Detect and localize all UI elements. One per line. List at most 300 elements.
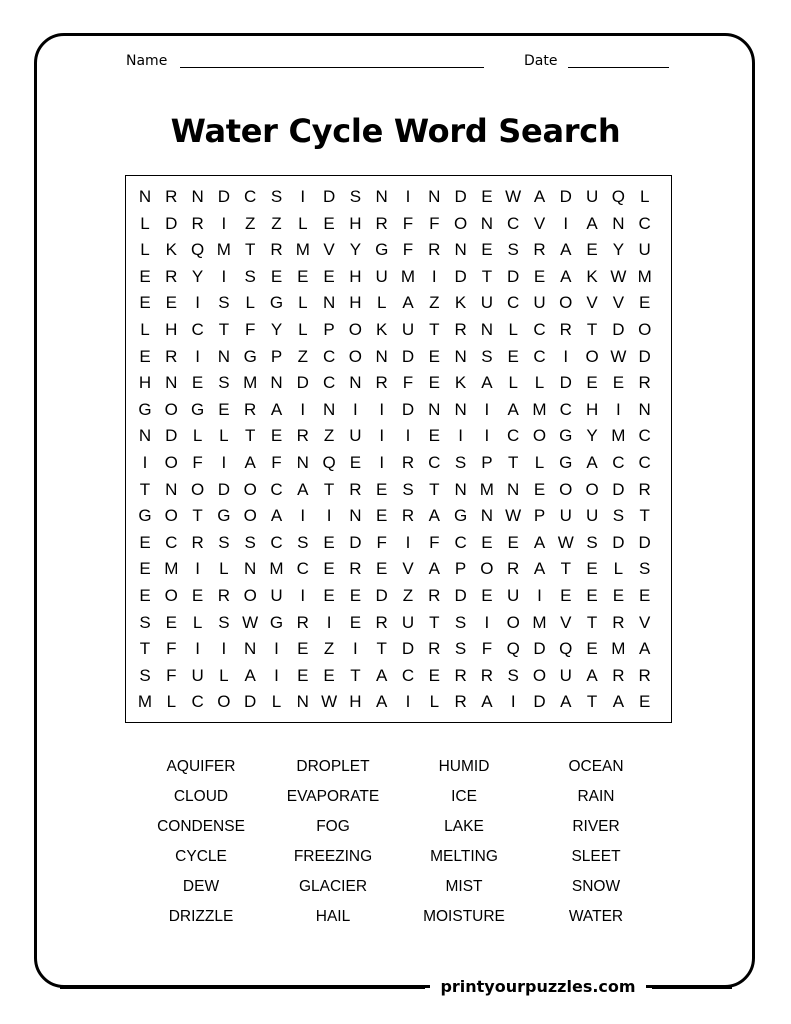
- grid-letter: H: [349, 213, 362, 233]
- grid-row: [126, 663, 673, 689]
- grid-letter: L: [140, 240, 150, 260]
- grid-letter: F: [429, 213, 440, 233]
- grid-letter: G: [559, 426, 573, 446]
- word-list-item: OCEAN: [568, 758, 624, 775]
- grid-letter: E: [191, 373, 204, 393]
- word-list-item: LAKE: [444, 818, 484, 835]
- word-list-item: FOG: [316, 818, 350, 835]
- word-list-item: HAIL: [315, 908, 351, 925]
- grid-letter: G: [243, 346, 257, 366]
- grid-letter: S: [639, 559, 651, 579]
- grid-letter: R: [454, 692, 467, 712]
- grid-letter: O: [348, 320, 362, 339]
- grid-letter: R: [296, 612, 309, 632]
- grid-letter: M: [216, 240, 231, 260]
- grid-letter: V: [402, 559, 414, 579]
- grid-letter: D: [217, 187, 231, 206]
- grid-letter: D: [454, 266, 467, 286]
- word-list-item: RAIN: [577, 788, 615, 805]
- grid-letter: C: [533, 346, 546, 366]
- grid-letter: T: [192, 506, 203, 526]
- grid-letter: R: [349, 559, 362, 579]
- grid-letter: N: [349, 373, 362, 393]
- grid-letter: N: [454, 399, 467, 419]
- grid-letter: I: [431, 266, 437, 286]
- grid-letter: S: [139, 612, 151, 632]
- grid-letter: U: [585, 187, 599, 206]
- grid-letter: I: [221, 639, 227, 659]
- grid-letter: H: [138, 373, 152, 393]
- grid-letter: R: [296, 426, 309, 446]
- grid-letter: E: [139, 293, 151, 313]
- grid-letter: K: [165, 240, 177, 260]
- grid-letter: R: [638, 665, 651, 685]
- grid-letter: I: [405, 532, 411, 552]
- grid-letter: F: [402, 240, 414, 260]
- grid-letter: U: [559, 506, 572, 526]
- grid-letter: C: [612, 453, 625, 472]
- grid-letter: D: [165, 213, 178, 233]
- grid-letter: F: [271, 453, 282, 472]
- grid-letter: C: [507, 213, 520, 233]
- word-list-item: CONDENSE: [157, 818, 245, 835]
- grid-letter: E: [165, 612, 177, 632]
- grid-letter: I: [274, 665, 279, 685]
- grid-letter: O: [243, 506, 257, 526]
- grid-letter: W: [321, 692, 338, 712]
- grid-letter: D: [165, 426, 178, 446]
- word-list-item: FREEZING: [293, 848, 373, 865]
- grid-letter: R: [191, 532, 204, 552]
- grid-row: [126, 503, 673, 529]
- grid-letter: I: [221, 213, 227, 233]
- grid-row: [126, 610, 673, 636]
- grid-row: [126, 290, 673, 316]
- grid-letter: S: [297, 532, 309, 552]
- grid-letter: V: [612, 293, 625, 313]
- grid-letter: C: [507, 293, 520, 313]
- grid-letter: S: [507, 240, 519, 260]
- grid-letter: A: [560, 240, 572, 260]
- grid-letter: Z: [323, 426, 335, 446]
- grid-letter: I: [379, 399, 385, 419]
- grid-letter: A: [586, 453, 598, 472]
- grid-letter: M: [611, 639, 626, 659]
- grid-letter: E: [139, 586, 151, 605]
- grid-letter: D: [296, 373, 309, 393]
- grid-letter: I: [379, 453, 385, 472]
- grid-letter: C: [296, 559, 309, 579]
- grid-letter: S: [402, 479, 414, 499]
- grid-letter: R: [401, 506, 415, 526]
- grid-letter: I: [510, 692, 516, 712]
- grid-letter: M: [137, 692, 153, 712]
- grid-letter: A: [297, 479, 309, 499]
- grid-letter: N: [454, 346, 467, 366]
- grid-letter: L: [166, 692, 177, 712]
- grid-letter: N: [322, 293, 336, 313]
- grid-letter: C: [191, 692, 204, 712]
- grid-letter: E: [639, 586, 651, 605]
- grid-row: [126, 264, 673, 290]
- grid-letter: E: [560, 586, 572, 605]
- letter-grid: [125, 175, 672, 723]
- grid-letter: R: [559, 320, 572, 339]
- grid-letter: L: [219, 426, 229, 446]
- grid-letter: R: [638, 479, 651, 499]
- grid-letter: Q: [506, 639, 520, 659]
- grid-letter: C: [638, 213, 651, 233]
- grid-letter: N: [138, 187, 152, 206]
- grid-row: [126, 211, 673, 237]
- grid-letter: T: [507, 453, 519, 472]
- grid-letter: C: [165, 532, 178, 552]
- grid-letter: W: [505, 187, 522, 206]
- grid-letter: K: [454, 293, 467, 313]
- grid-letter: I: [274, 639, 279, 659]
- grid-letter: R: [375, 213, 388, 233]
- grid-letter: O: [559, 293, 573, 313]
- grid-letter: I: [563, 346, 569, 366]
- grid-letter: T: [586, 612, 598, 632]
- grid-letter: Q: [190, 240, 205, 260]
- grid-letter: N: [480, 506, 494, 526]
- grid-letter: D: [454, 187, 467, 206]
- grid-letter: E: [639, 293, 651, 313]
- grid-letter: I: [195, 639, 200, 659]
- word-list-item: EVAPORATE: [286, 788, 380, 805]
- grid-letter: A: [612, 692, 625, 712]
- grid-letter: G: [217, 506, 231, 526]
- grid-letter: F: [166, 665, 177, 685]
- grid-letter: V: [533, 213, 546, 233]
- name-field-line: [180, 67, 484, 68]
- grid-letter: K: [454, 373, 467, 393]
- grid-letter: R: [165, 187, 178, 206]
- grid-letter: L: [140, 320, 150, 339]
- grid-letter: D: [638, 346, 651, 366]
- grid-letter: H: [585, 399, 599, 419]
- word-list-item: AQUIFER: [166, 758, 236, 775]
- word-list-item: MIST: [445, 878, 483, 895]
- grid-letter: E: [349, 612, 362, 632]
- grid-letter: M: [243, 373, 258, 393]
- grid-letter: T: [429, 320, 440, 339]
- grid-letter: N: [270, 373, 283, 393]
- grid-letter: T: [244, 240, 256, 260]
- grid-letter: U: [585, 506, 599, 526]
- grid-letter: L: [534, 453, 545, 472]
- grid-letter: N: [296, 692, 309, 712]
- grid-letter: O: [506, 612, 520, 632]
- grid-letter: N: [428, 399, 441, 419]
- grid-letter: E: [507, 532, 519, 552]
- grid-letter: U: [480, 293, 494, 313]
- grid-letter: V: [560, 612, 572, 632]
- grid-letter: A: [560, 692, 572, 712]
- grid-letter: Z: [297, 346, 308, 366]
- word-list-item: DEW: [182, 878, 220, 895]
- grid-letter: E: [507, 346, 519, 366]
- grid-letter: S: [218, 373, 230, 393]
- grid-letter: A: [560, 266, 572, 286]
- grid-letter: N: [612, 213, 625, 233]
- grid-letter: U: [375, 266, 388, 286]
- grid-letter: P: [454, 559, 467, 579]
- grid-letter: N: [244, 559, 257, 579]
- grid-letter: N: [480, 320, 494, 339]
- grid-letter: E: [139, 266, 151, 286]
- grid-letter: N: [454, 240, 467, 260]
- grid-letter: D: [244, 692, 257, 712]
- grid-letter: A: [270, 399, 283, 419]
- grid-letter: I: [405, 692, 411, 712]
- grid-letter: U: [559, 665, 572, 685]
- word-list-item: CLOUD: [173, 788, 229, 805]
- grid-letter: C: [559, 399, 572, 419]
- grid-letter: L: [219, 665, 229, 685]
- grid-letter: F: [402, 213, 414, 233]
- grid-letter: S: [507, 665, 519, 685]
- grid-letter: C: [401, 665, 415, 685]
- grid-letter: M: [164, 559, 179, 579]
- grid-letter: U: [401, 320, 415, 339]
- grid-letter: N: [296, 453, 309, 472]
- grid-letter: U: [533, 293, 546, 313]
- grid-row: [126, 344, 673, 370]
- grid-letter: F: [192, 453, 203, 472]
- grid-letter: E: [586, 240, 598, 260]
- grid-letter: E: [612, 586, 625, 605]
- grid-letter: Y: [349, 240, 362, 260]
- word-list-item: HUMID: [438, 758, 490, 775]
- grid-letter: S: [270, 187, 283, 206]
- grid-row: [126, 583, 673, 609]
- grid-letter: C: [191, 320, 204, 339]
- grid-letter: E: [323, 586, 335, 605]
- grid-letter: I: [484, 612, 490, 632]
- grid-letter: E: [349, 586, 362, 605]
- grid-letter: Y: [586, 426, 598, 446]
- grid-letter: I: [563, 213, 569, 233]
- grid-letter: L: [429, 692, 440, 712]
- grid-letter: Y: [270, 320, 283, 339]
- grid-letter: I: [195, 346, 200, 366]
- grid-letter: I: [326, 612, 332, 632]
- grid-letter: R: [191, 213, 204, 233]
- grid-letter: T: [218, 320, 230, 339]
- grid-letter: S: [586, 532, 598, 552]
- grid-letter: I: [195, 293, 200, 313]
- grid-letter: E: [297, 639, 309, 659]
- grid-letter: A: [428, 506, 440, 526]
- word-list-item: RIVER: [572, 818, 620, 835]
- grid-row: [126, 689, 673, 715]
- grid-letter: O: [164, 399, 178, 419]
- grid-letter: R: [454, 665, 467, 685]
- grid-letter: M: [295, 240, 310, 260]
- grid-letter: O: [532, 426, 547, 446]
- grid-letter: T: [139, 479, 151, 499]
- grid-letter: E: [481, 240, 493, 260]
- grid-letter: N: [138, 426, 152, 446]
- grid-letter: N: [507, 479, 520, 499]
- footer-rule-left: [60, 987, 425, 989]
- date-label: Date: [524, 53, 558, 69]
- grid-letter: E: [323, 559, 335, 579]
- grid-letter: C: [244, 187, 257, 206]
- word-list: [0, 755, 791, 935]
- grid-letter: U: [191, 665, 204, 685]
- grid-letter: I: [353, 639, 358, 659]
- grid-letter: A: [270, 506, 283, 526]
- grid-letter: E: [533, 266, 546, 286]
- grid-letter: E: [376, 559, 388, 579]
- grid-row: [126, 237, 673, 263]
- grid-letter: E: [481, 532, 493, 552]
- grid-letter: Z: [244, 213, 256, 233]
- grid-row: [126, 397, 673, 423]
- grid-letter: F: [166, 639, 177, 659]
- grid-letter: L: [219, 559, 229, 579]
- grid-letter: Z: [429, 293, 440, 313]
- grid-letter: C: [533, 320, 546, 339]
- grid-letter: N: [165, 479, 178, 499]
- grid-letter: D: [454, 586, 467, 605]
- grid-letter: G: [269, 612, 284, 632]
- grid-letter: A: [586, 213, 598, 233]
- grid-letter: E: [586, 373, 598, 393]
- grid-letter: E: [428, 426, 440, 446]
- grid-row: [126, 370, 673, 396]
- grid-letter: M: [532, 612, 547, 632]
- grid-letter: E: [586, 559, 598, 579]
- grid-letter: N: [191, 187, 204, 206]
- grid-letter: P: [323, 320, 335, 339]
- grid-letter: T: [481, 266, 493, 286]
- grid-letter: T: [244, 426, 256, 446]
- word-list-item: DRIZZLE: [168, 908, 234, 925]
- grid-letter: E: [191, 586, 204, 605]
- grid-letter: D: [217, 479, 231, 499]
- grid-letter: E: [428, 665, 440, 685]
- word-list-item: GLACIER: [298, 878, 368, 895]
- grid-letter: S: [139, 665, 151, 685]
- grid-letter: T: [586, 320, 598, 339]
- grid-row: [126, 317, 673, 343]
- grid-letter: P: [481, 453, 493, 472]
- grid-letter: E: [376, 479, 388, 499]
- grid-letter: C: [270, 532, 283, 552]
- grid-letter: N: [428, 187, 441, 206]
- grid-letter: A: [533, 559, 546, 579]
- grid-letter: O: [585, 479, 599, 499]
- grid-letter: E: [218, 399, 230, 419]
- grid-letter: I: [484, 426, 490, 446]
- grid-letter: Q: [322, 453, 336, 472]
- word-list-item: DROPLET: [296, 758, 370, 775]
- grid-letter: N: [165, 373, 178, 393]
- grid-letter: D: [375, 586, 388, 605]
- grid-letter: D: [401, 639, 415, 659]
- grid-letter: L: [192, 426, 203, 446]
- grid-letter: T: [429, 612, 440, 632]
- grid-letter: U: [349, 426, 362, 446]
- grid-letter: I: [405, 426, 411, 446]
- grid-letter: L: [613, 559, 624, 579]
- grid-letter: L: [376, 293, 387, 313]
- grid-letter: D: [612, 532, 625, 552]
- grid-letter: I: [326, 506, 332, 526]
- grid-letter: R: [612, 665, 625, 685]
- grid-letter: L: [298, 320, 308, 339]
- grid-letter: O: [480, 559, 494, 579]
- grid-letter: E: [323, 665, 335, 685]
- grid-row: [126, 556, 673, 582]
- grid-letter: M: [637, 266, 652, 286]
- grid-letter: R: [533, 240, 546, 260]
- grid-letter: O: [190, 479, 205, 499]
- grid-letter: A: [428, 559, 440, 579]
- grid-letter: F: [481, 639, 493, 659]
- grid-letter: I: [300, 399, 306, 419]
- grid-letter: I: [537, 586, 542, 605]
- grid-letter: L: [298, 293, 308, 313]
- grid-letter: D: [349, 532, 362, 552]
- grid-letter: E: [586, 639, 598, 659]
- grid-letter: E: [481, 586, 493, 605]
- date-field-line: [568, 67, 669, 68]
- grid-letter: C: [322, 373, 336, 393]
- grid-letter: N: [375, 187, 388, 206]
- grid-letter: O: [585, 346, 599, 366]
- grid-letter: C: [428, 453, 441, 472]
- grid-letter: R: [480, 665, 494, 685]
- grid-letter: E: [297, 266, 309, 286]
- grid-letter: R: [638, 373, 651, 393]
- grid-letter: U: [401, 612, 415, 632]
- grid-letter: R: [217, 586, 231, 605]
- grid-letter: T: [639, 506, 650, 526]
- grid-letter: H: [349, 293, 362, 313]
- word-list-item: WATER: [568, 908, 624, 925]
- grid-letter: L: [298, 213, 308, 233]
- grid-letter: G: [269, 293, 284, 313]
- grid-letter: E: [323, 532, 335, 552]
- word-list-item: CYCLE: [175, 848, 227, 865]
- grid-letter: L: [534, 373, 545, 393]
- grid-letter: W: [610, 266, 627, 286]
- grid-letter: Y: [191, 266, 204, 286]
- grid-letter: C: [638, 426, 651, 446]
- grid-letter: I: [300, 187, 306, 206]
- grid-letter: V: [586, 293, 598, 313]
- grid-row: [126, 450, 673, 476]
- grid-letter: E: [323, 266, 335, 286]
- grid-letter: S: [454, 612, 467, 632]
- grid-letter: Z: [271, 213, 282, 233]
- grid-letter: G: [138, 506, 152, 526]
- grid-letter: A: [244, 453, 256, 472]
- grid-letter: I: [353, 399, 358, 419]
- grid-letter: D: [322, 187, 336, 206]
- grid-letter: D: [612, 479, 625, 499]
- grid-letter: H: [349, 692, 362, 712]
- grid-letter: T: [586, 692, 598, 712]
- grid-letter: O: [559, 479, 573, 499]
- footer-site: printyourpuzzles.com: [430, 975, 646, 999]
- word-list-item: MELTING: [430, 848, 498, 865]
